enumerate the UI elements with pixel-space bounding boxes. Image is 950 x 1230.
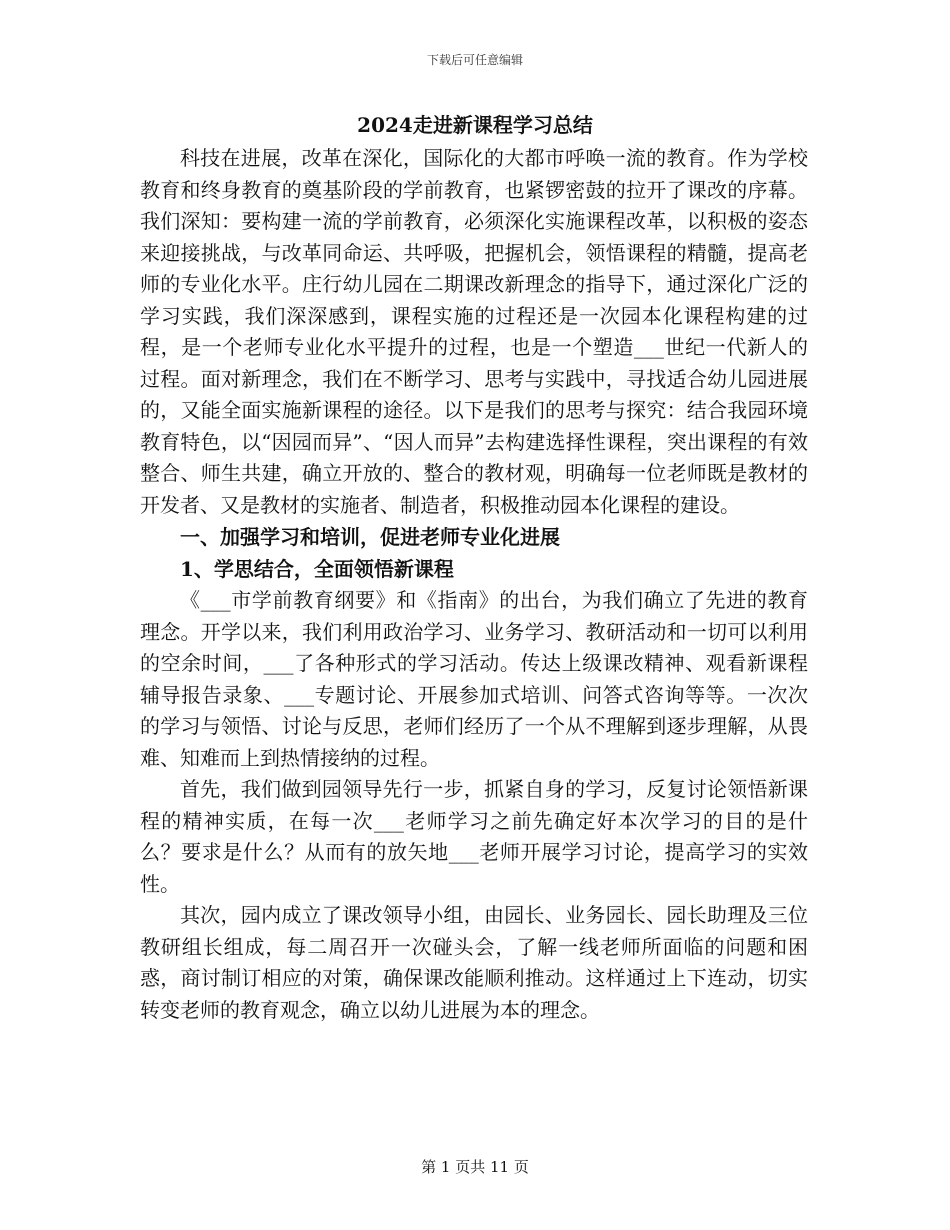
- section-heading: 一、加强学习和培训，促进老师专业化进展: [180, 525, 560, 549]
- body-paragraph: 首先，我们做到园领导先行一步，抓紧自身的学习，反复讨论领悟新课程的精神实质，在每一次___老师学习之前先确定好本次学习的目的是什么？要求是什么？从而有的放矢地___老师开展学习讨论，提高学习的实效性。: [140, 777, 808, 896]
- document-body: [140, 143, 808, 1026]
- page-header-note: 下载后可任意编辑: [426, 53, 523, 67]
- body-paragraph: 其次，园内成立了课改领导小组，由园长、业务园长、园长助理及三位教研组长组成，每二周召开一次碰头会，了解一线老师所面临的问题和困惑，商讨制订相应的对策，确保课改能顺利推动。这样通过上下连动，切实转变老师的教育观念，确立以幼儿进展为本的理念。: [140, 903, 808, 1022]
- intro-paragraph: 科技在进展，改革在深化，国际化的大都市呼唤一流的教育。作为学校教育和终身教育的奠基阶段的学前教育，也紧锣密鼓的拉开了课改的序幕。我们深知：要构建一流的学前教育，必须深化实施课程改革，以积极的姿态来迎接挑战，与改革同命运、共呼吸，把握机会，领悟课程的精髓，提高老师的专业化水平。庄行幼儿园在二期课改新理念的指导下，通过深化广泛的学习实践，我们深深感到，课程实施的过程还是一次园本化课程构建的过程，是一个老师专业化水平提升的过程，也是一个塑造___世纪一代新人的过程。面对新理念，我们在不断学习、思考与实践中，寻找适合幼儿园进展的，又能全面实施新课程的途径。以下是我们的思考与探究：结合我园环境教育特色，以“因园而异”、“因人而异”去构建选择性课程，突出课程的有效整合、师生共建，确立开放的、整合的教材观，明确每一位老师既是教材的开发者、又是教材的实施者、制造者，积极推动园本化课程的建设。: [140, 146, 808, 517]
- body-paragraph: 《___市学前教育纲要》和《指南》的出台，为我们确立了先进的教育理念。开学以来，我们利用政治学习、业务学习、教研活动和一切可以利用的空余时间，___了各种形式的学习活动。传达上级课改精神、观看新课程辅导报告录象、___专题讨论、开展参加式培训、问答式咨询等等。一次次的学习与领悟、讨论与反思，老师们经历了一个从不理解到逐步理解，从畏难、知难而上到热情接纳的过程。: [140, 588, 808, 770]
- page-number: 第 1 页共 11 页: [421, 1158, 529, 1176]
- subsection-heading: 1、学思结合，全面领悟新课程: [180, 557, 454, 581]
- document-title: 2024走进新课程学习总结: [357, 113, 593, 137]
